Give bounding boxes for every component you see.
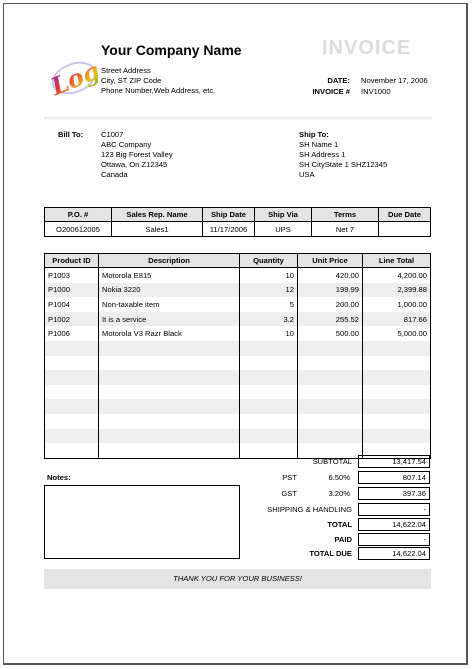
- paid-label: PAID: [334, 535, 352, 544]
- pst-label: PST: [282, 473, 297, 482]
- item-cell: [45, 399, 99, 414]
- header-divider: [44, 117, 432, 120]
- po-header-cell: P.O. #: [45, 208, 112, 222]
- ship-to-line: USA: [299, 170, 315, 179]
- po-header-row: [45, 208, 431, 222]
- ship-to-line: SH Name 1: [299, 140, 339, 149]
- po-table: [44, 207, 431, 237]
- pst-value: 807.14: [358, 471, 430, 484]
- ship-to-line: SH Address 1: [299, 150, 346, 159]
- po-header-cell: Due Date: [379, 208, 431, 222]
- item-row: [45, 283, 431, 298]
- item-row: [45, 268, 431, 283]
- address-line: City, ST ZIP Code: [101, 76, 162, 85]
- thank-you-banner: THANK YOU FOR YOUR BUSINESS!: [44, 569, 431, 589]
- item-cell: 5,000.00: [363, 326, 431, 341]
- item-cell: 2,399.88: [363, 283, 431, 298]
- item-row: [45, 312, 431, 327]
- item-cell: [99, 429, 240, 444]
- bill-to-label: Bill To:: [58, 130, 84, 139]
- bill-to-line: Ottawa, On Z12345: [101, 160, 168, 169]
- po-header-cell: Terms: [312, 208, 379, 222]
- po-header-cell: Sales Rep. Name: [112, 208, 203, 222]
- item-cell: [240, 399, 298, 414]
- item-cell: 10: [240, 268, 298, 283]
- item-cell: P1003: [45, 268, 99, 283]
- items-header-cell: Unit Price: [298, 254, 363, 268]
- item-cell: [298, 356, 363, 371]
- invoice-meta: [0, 75, 474, 97]
- item-row: [45, 399, 431, 414]
- bill-to-address: [101, 130, 173, 180]
- item-cell: 200.00: [298, 297, 363, 312]
- item-cell: [99, 414, 240, 429]
- total-due-label: TOTAL DUE: [309, 549, 352, 558]
- item-cell: [240, 356, 298, 371]
- item-cell: [99, 341, 240, 356]
- pst-rate: 6.50%: [328, 473, 350, 482]
- paid-value: -: [358, 533, 430, 546]
- ship-to-line: SH CityState 1 SHZ12345: [299, 160, 388, 169]
- item-cell: [99, 443, 240, 458]
- bill-to-line: Canada: [101, 170, 128, 179]
- item-row: [45, 341, 431, 356]
- item-row: [45, 326, 431, 341]
- item-cell: [363, 356, 431, 371]
- subtotal-value: 13,417.54: [358, 455, 430, 468]
- item-cell: [99, 370, 240, 385]
- gst-rate: 3.20%: [328, 489, 350, 498]
- item-cell: [45, 429, 99, 444]
- item-row: [45, 356, 431, 371]
- item-row: [45, 370, 431, 385]
- item-row: [45, 385, 431, 400]
- company-name: Your Company Name: [101, 42, 242, 58]
- date-label: DATE:: [327, 76, 350, 85]
- item-cell: P1000: [45, 283, 99, 298]
- bill-to-line: 123 Big Forest Valley: [101, 150, 173, 159]
- total-label: TOTAL: [327, 520, 352, 529]
- item-cell: [363, 385, 431, 400]
- item-cell: [298, 429, 363, 444]
- item-cell: [363, 429, 431, 444]
- po-cell: O200612005: [45, 222, 112, 237]
- item-cell: 500.00: [298, 326, 363, 341]
- notes-field[interactable]: [44, 485, 240, 559]
- svg-text:Logo: Logo: [46, 49, 98, 102]
- item-cell: [45, 356, 99, 371]
- ship-to-block: [299, 130, 387, 180]
- item-cell: [45, 385, 99, 400]
- item-cell: Nokia 3220: [99, 283, 240, 298]
- date-value: November 17, 2006: [361, 76, 428, 85]
- ship-to-label: Ship To:: [299, 130, 329, 139]
- item-cell: P1004: [45, 297, 99, 312]
- gst-label: GST: [281, 489, 297, 498]
- item-cell: [298, 385, 363, 400]
- shipping-value: -: [358, 503, 430, 516]
- po-cell: Net 7: [312, 222, 379, 237]
- item-cell: [45, 341, 99, 356]
- po-cell: UPS: [255, 222, 312, 237]
- items-header-cell: Line Total: [363, 254, 431, 268]
- item-cell: [99, 356, 240, 371]
- address-line: Phone Number,Web Address, etc.: [101, 86, 216, 95]
- item-cell: [45, 443, 99, 458]
- item-cell: Motorola E815: [99, 268, 240, 283]
- item-cell: 817.66: [363, 312, 431, 327]
- item-cell: [298, 443, 363, 458]
- item-cell: [240, 443, 298, 458]
- item-row: [45, 429, 431, 444]
- items-header-cell: Description: [99, 254, 240, 268]
- item-cell: [298, 370, 363, 385]
- items-header-cell: Quantity: [240, 254, 298, 268]
- item-cell: [363, 370, 431, 385]
- item-cell: [99, 399, 240, 414]
- items-header-cell: Product ID: [45, 254, 99, 268]
- shipping-label: SHIPPING & HANDLING: [267, 505, 352, 514]
- item-cell: [240, 341, 298, 356]
- subtotal-label: SUBTOTAL: [312, 457, 352, 466]
- item-cell: Motorola V3 Razr Black: [99, 326, 240, 341]
- items-table: [44, 253, 431, 459]
- item-cell: 10: [240, 326, 298, 341]
- items-header-row: [45, 254, 431, 268]
- item-cell: [240, 429, 298, 444]
- item-cell: 12: [240, 283, 298, 298]
- item-cell: 199.99: [298, 283, 363, 298]
- item-cell: 255.52: [298, 312, 363, 327]
- total-due-value: 14,622.04: [358, 547, 430, 560]
- item-cell: [45, 414, 99, 429]
- invoice-number-label: INVOICE #: [312, 87, 350, 96]
- item-cell: 1,000.00: [363, 297, 431, 312]
- item-cell: [240, 370, 298, 385]
- item-cell: 420.00: [298, 268, 363, 283]
- po-cell: 11/17/2006: [203, 222, 255, 237]
- item-cell: [363, 399, 431, 414]
- bill-to-line: ABC Company: [101, 140, 152, 149]
- item-row: [45, 297, 431, 312]
- po-cell: Sales1: [112, 222, 203, 237]
- item-cell: It is a service: [99, 312, 240, 327]
- item-cell: [363, 341, 431, 356]
- item-cell: [298, 399, 363, 414]
- item-row: [45, 414, 431, 429]
- item-cell: 3.2: [240, 312, 298, 327]
- bill-to-line: C1007: [101, 130, 124, 139]
- po-row: [45, 222, 431, 237]
- gst-value: 397.36: [358, 487, 430, 500]
- item-cell: [45, 370, 99, 385]
- address-line: Street Address: [101, 66, 151, 75]
- item-cell: [240, 414, 298, 429]
- item-cell: 5: [240, 297, 298, 312]
- po-header-cell: Ship Date: [203, 208, 255, 222]
- po-header-cell: Ship Via: [255, 208, 312, 222]
- item-cell: [363, 414, 431, 429]
- total-value: 14,622.04: [358, 518, 430, 531]
- item-cell: [298, 341, 363, 356]
- invoice-title: INVOICE: [322, 37, 412, 59]
- notes-label: Notes:: [47, 473, 71, 482]
- po-cell: [379, 222, 431, 237]
- invoice-number-value: INV1000: [361, 87, 391, 96]
- item-cell: P1002: [45, 312, 99, 327]
- item-cell: [99, 385, 240, 400]
- item-cell: [240, 385, 298, 400]
- item-cell: 4,200.00: [363, 268, 431, 283]
- item-cell: [298, 414, 363, 429]
- item-cell: Non-taxable item: [99, 297, 240, 312]
- item-cell: P1006: [45, 326, 99, 341]
